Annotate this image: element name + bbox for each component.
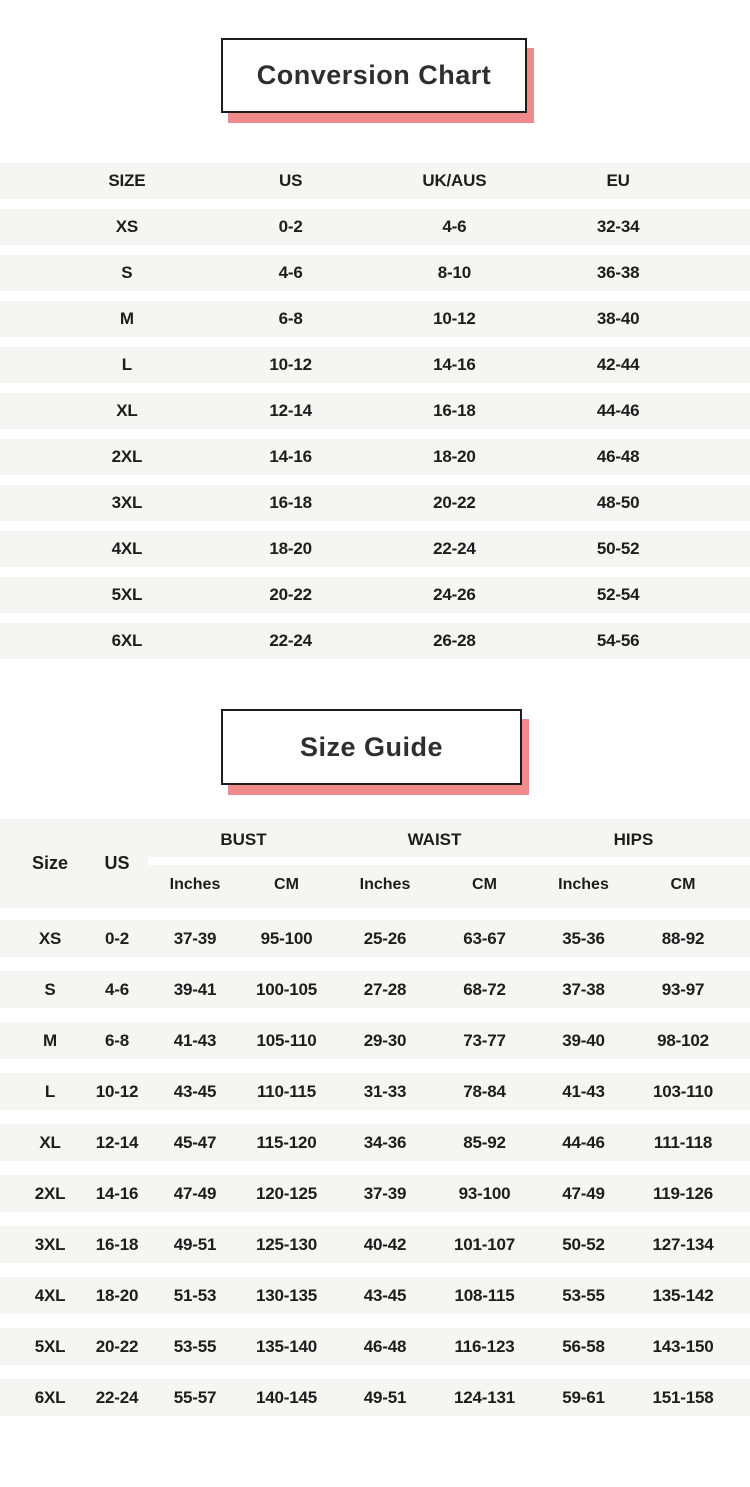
table-cell: 111-118 (653, 1132, 713, 1152)
table-cell: 22-24 (433, 539, 476, 558)
table-cell: 4-6 (105, 979, 129, 999)
table-cell: 51-53 (173, 1285, 217, 1305)
table-cell: 27-28 (363, 979, 407, 999)
table-cell: 0-2 (278, 217, 303, 236)
table-cell: 18-20 (433, 447, 476, 466)
table-row (0, 1073, 750, 1110)
table-cell: 37-39 (363, 1183, 407, 1203)
table-cell: 20-22 (269, 585, 312, 604)
table-cell: 12-14 (269, 401, 312, 420)
subheader-waist-cm: CM (472, 875, 497, 893)
column-header-eu: EU (606, 171, 630, 190)
table-cell: 12-14 (95, 1132, 139, 1152)
table-row (0, 1022, 750, 1059)
size-guide-header (0, 819, 750, 908)
table-cell: 35-36 (562, 928, 605, 948)
table-cell: S (121, 263, 133, 282)
table-cell: 105-110 (256, 1030, 317, 1050)
column-group-waist: WAIST (407, 830, 462, 849)
table-cell: 47-49 (562, 1183, 605, 1203)
table-cell: 151-158 (652, 1387, 714, 1407)
table-cell: 98-102 (657, 1030, 709, 1050)
subheader-bust-cm: CM (274, 875, 299, 893)
conversion-chart-header-row (0, 163, 750, 199)
table-cell: 95-100 (260, 928, 313, 948)
table-cell: 5XL (111, 585, 143, 604)
table-cell: 38-40 (596, 309, 640, 328)
table-cell: 31-33 (363, 1081, 407, 1101)
table-cell: 14-16 (95, 1183, 139, 1203)
table-cell: 4-6 (442, 217, 467, 236)
table-cell: 93-97 (661, 979, 705, 999)
table-cell: 8-10 (437, 263, 471, 282)
table-cell: XL (116, 401, 138, 420)
table-cell: 41-43 (173, 1030, 217, 1050)
table-cell: 16-18 (269, 493, 312, 512)
table-cell: 20-22 (95, 1336, 139, 1356)
table-cell: 3XL (34, 1234, 66, 1254)
table-cell: 2XL (34, 1183, 66, 1203)
header-separator-line (148, 857, 750, 865)
conversion-chart-title: Conversion Chart (256, 60, 492, 90)
table-cell: 18-20 (269, 539, 312, 558)
table-row (0, 1124, 750, 1161)
table-cell: 73-77 (463, 1030, 506, 1050)
table-cell: S (44, 979, 56, 999)
table-cell: 116-123 (454, 1336, 515, 1356)
column-header-size: SIZE (108, 171, 146, 190)
table-cell: 50-52 (596, 539, 640, 558)
table-cell: 56-58 (562, 1336, 605, 1356)
table-row (0, 1379, 750, 1416)
table-cell: 6-8 (278, 309, 303, 328)
table-cell: 135-142 (652, 1285, 714, 1305)
table-cell: 2XL (111, 447, 143, 466)
table-cell: 100-105 (256, 979, 317, 999)
table-cell: 54-56 (596, 631, 640, 650)
table-cell: 125-130 (256, 1234, 317, 1254)
table-cell: 41-43 (562, 1081, 605, 1101)
table-cell: 22-24 (269, 631, 312, 650)
table-cell: 85-92 (463, 1132, 506, 1152)
table-cell: XS (115, 217, 139, 236)
table-cell: 6XL (34, 1387, 66, 1407)
table-cell: 34-36 (363, 1132, 407, 1152)
table-cell: 44-46 (562, 1132, 605, 1152)
table-row (0, 577, 750, 613)
table-cell: 68-72 (463, 979, 506, 999)
table-cell: 42-44 (596, 355, 640, 374)
table-cell: 101-107 (454, 1234, 515, 1254)
table-row (0, 1226, 750, 1263)
table-cell: 32-34 (596, 217, 640, 236)
table-cell: 120-125 (256, 1183, 317, 1203)
table-row (0, 301, 750, 337)
table-cell: 45-47 (173, 1132, 217, 1152)
table-cell: 43-45 (363, 1285, 407, 1305)
table-cell: 16-18 (433, 401, 476, 420)
table-cell: XS (38, 928, 62, 948)
table-cell: 36-38 (596, 263, 640, 282)
table-cell: 47-49 (173, 1183, 217, 1203)
table-cell: 39-41 (173, 979, 217, 999)
size-guide-rows (0, 920, 750, 1430)
table-cell: 49-51 (173, 1234, 217, 1254)
table-cell: 6XL (111, 631, 143, 650)
conversion-chart-table (0, 163, 750, 669)
table-cell: 37-38 (562, 979, 605, 999)
table-cell: 3XL (111, 493, 143, 512)
table-row (0, 623, 750, 659)
table-cell: L (44, 1081, 56, 1101)
column-header-us: US (104, 853, 130, 873)
table-cell: 25-26 (363, 928, 407, 948)
table-cell: 16-18 (95, 1234, 139, 1254)
table-cell: 127-134 (652, 1234, 714, 1254)
table-cell: M (43, 1030, 57, 1050)
table-cell: 49-51 (363, 1387, 407, 1407)
table-cell: M (119, 309, 134, 328)
table-cell: 140-145 (256, 1387, 317, 1407)
table-row (0, 531, 750, 567)
table-row (0, 255, 750, 291)
table-cell: 20-22 (433, 493, 476, 512)
conversion-chart-rows (0, 209, 750, 659)
table-row (0, 347, 750, 383)
table-cell: 130-135 (256, 1285, 317, 1305)
table-cell: 53-55 (562, 1285, 605, 1305)
table-row (0, 971, 750, 1008)
table-cell: 26-28 (433, 631, 476, 650)
table-cell: 40-42 (363, 1234, 407, 1254)
table-cell: 24-26 (433, 585, 476, 604)
table-cell: 10-12 (269, 355, 312, 374)
table-cell: 29-30 (363, 1030, 407, 1050)
table-cell: 143-150 (652, 1336, 714, 1356)
table-cell: 0-2 (105, 928, 129, 948)
table-row (0, 1328, 750, 1365)
table-row (0, 485, 750, 521)
table-cell: 6-8 (105, 1030, 129, 1050)
table-cell: 37-39 (173, 928, 217, 948)
table-cell: 103-110 (652, 1081, 714, 1101)
table-cell: 135-140 (256, 1336, 317, 1356)
table-cell: 124-131 (454, 1387, 515, 1407)
subheader-bust-inches: Inches (169, 875, 221, 893)
column-group-hips: HIPS (613, 830, 654, 849)
size-guide-title-box (221, 709, 522, 785)
table-row (0, 439, 750, 475)
table-cell: 39-40 (562, 1030, 605, 1050)
table-cell: 119-126 (652, 1183, 714, 1203)
table-cell: 50-52 (562, 1234, 605, 1254)
table-cell: 46-48 (363, 1336, 407, 1356)
table-cell: 52-54 (596, 585, 640, 604)
table-cell: 78-84 (463, 1081, 506, 1101)
table-row (0, 393, 750, 429)
table-cell: 44-46 (596, 401, 640, 420)
table-cell: 115-120 (256, 1132, 317, 1152)
table-cell: 14-16 (269, 447, 312, 466)
table-cell: 63-67 (463, 928, 506, 948)
table-cell: 46-48 (596, 447, 640, 466)
table-cell: 18-20 (95, 1285, 139, 1305)
table-cell: 93-100 (458, 1183, 511, 1203)
table-cell: 14-16 (433, 355, 476, 374)
column-header-ukaus: UK/AUS (422, 171, 487, 190)
table-cell: 48-50 (596, 493, 640, 512)
table-cell: 43-45 (173, 1081, 217, 1101)
table-cell: 88-92 (661, 928, 705, 948)
table-cell: 5XL (34, 1336, 66, 1356)
subheader-waist-inches: Inches (359, 875, 411, 893)
conversion-chart-title-box (221, 38, 527, 113)
size-guide-title: Size Guide (299, 731, 444, 762)
table-cell: 10-12 (433, 309, 476, 328)
table-cell: 10-12 (95, 1081, 139, 1101)
subheader-hips-inches: Inches (558, 875, 609, 893)
column-header-size: Size (31, 853, 69, 873)
table-cell: 110-115 (256, 1081, 317, 1101)
table-row (0, 920, 750, 957)
column-group-bust: BUST (220, 830, 267, 849)
table-cell: 22-24 (95, 1387, 139, 1407)
table-cell: 59-61 (562, 1387, 605, 1407)
table-row (0, 1175, 750, 1212)
table-cell: 4XL (111, 539, 143, 558)
table-row (0, 209, 750, 245)
table-cell: 4XL (34, 1285, 66, 1305)
table-cell: XL (39, 1132, 61, 1152)
table-cell: L (121, 355, 132, 374)
table-cell: 53-55 (173, 1336, 217, 1356)
subheader-hips-cm: CM (670, 875, 696, 893)
table-cell: 108-115 (454, 1285, 515, 1305)
table-row (0, 1277, 750, 1314)
column-header-us: US (279, 171, 303, 190)
table-cell: 4-6 (278, 263, 303, 282)
table-cell: 55-57 (173, 1387, 217, 1407)
